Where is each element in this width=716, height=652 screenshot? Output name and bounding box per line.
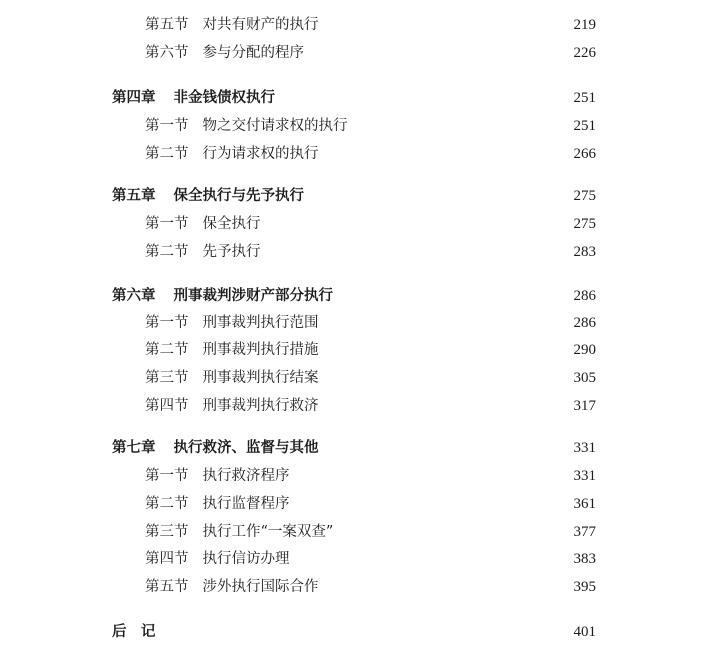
toc-entry-page: 305 (573, 370, 596, 386)
toc-entry-section[interactable] (145, 366, 596, 390)
toc-entry-page: 377 (573, 524, 596, 540)
toc-entry-title: 行为请求权的执行 (202, 146, 319, 162)
toc-entry-number: 第一节 (145, 118, 189, 134)
dot-leader (263, 240, 566, 264)
toc-entry-number: 后 记 (112, 623, 156, 640)
toc-entry-section[interactable] (145, 575, 596, 599)
toc-entry-title: 执行监督程序 (202, 496, 290, 512)
toc-entry-number: 第三节 (145, 524, 189, 540)
dot-leader (292, 464, 566, 488)
toc-entry-page: 401 (573, 624, 596, 640)
toc-entry-number: 第二节 (145, 496, 189, 512)
dot-leader (321, 394, 566, 418)
toc-entry-title: 执行工作“一案双查” (202, 524, 334, 540)
dot-leader (335, 520, 565, 544)
toc-entry-page: 290 (573, 342, 596, 358)
toc-entry-title: 刑事裁判执行救济 (202, 398, 319, 414)
toc-entry-page: 251 (573, 118, 596, 134)
toc-entry-section[interactable] (145, 338, 596, 362)
toc-entry-title: 对共有财产的执行 (202, 17, 319, 33)
toc-entry-number: 第六节 (145, 45, 189, 61)
toc-entry-title: 执行救济程序 (202, 468, 290, 484)
toc-entry-number: 第一节 (145, 315, 189, 331)
toc-entry-number: 第五节 (145, 579, 189, 595)
toc-entry-number: 第四节 (145, 398, 189, 414)
toc-entry-title: 保全执行 (202, 216, 261, 232)
toc-entry-title: 刑事裁判执行范围 (202, 315, 319, 331)
toc-entry-page: 286 (573, 288, 596, 304)
toc-entry-title: 涉外执行国际合作 (202, 579, 319, 595)
toc-entry-page: 275 (573, 216, 596, 232)
toc-entry-title: 保全执行与先予执行 (173, 187, 304, 204)
toc-entry-title: 执行救济、监督与其他 (173, 439, 319, 456)
toc-entry-title: 物之交付请求权的执行 (202, 118, 348, 134)
toc-entry-number: 第六章 (112, 287, 156, 304)
dot-leader (306, 41, 565, 65)
toc-entry-page: 226 (573, 45, 596, 61)
toc-entry-number: 第三节 (145, 370, 189, 386)
toc-entry-chapter[interactable] (112, 184, 596, 208)
toc-entry-title: 非金钱债权执行 (173, 89, 275, 106)
dot-leader (321, 13, 566, 37)
dot-leader (292, 492, 566, 516)
toc-entry-section[interactable] (145, 13, 596, 37)
toc-entry-number: 第四章 (112, 89, 156, 106)
toc-entry-page: 317 (573, 398, 596, 414)
dot-leader (277, 86, 565, 110)
toc-entry-section[interactable] (145, 212, 596, 236)
toc-entry-page: 361 (573, 496, 596, 512)
toc-entry-section[interactable] (145, 114, 596, 138)
toc-entry-title: 刑事裁判涉财产部分执行 (173, 287, 333, 304)
toc-entry-number: 第二节 (145, 244, 189, 260)
toc-entry-title: 先予执行 (202, 244, 261, 260)
toc-entry-section[interactable] (145, 394, 596, 418)
toc-entry-page: 383 (573, 551, 596, 567)
dot-leader (263, 212, 566, 236)
toc-entry-section[interactable] (145, 492, 596, 516)
dot-leader (321, 311, 566, 335)
toc-entry-chapter[interactable] (112, 86, 596, 110)
toc-entry-section[interactable] (145, 240, 596, 264)
dot-leader (321, 142, 566, 166)
toc-entry-number: 第五节 (145, 17, 189, 33)
dot-leader (350, 114, 566, 138)
toc-entry-title: 参与分配的程序 (202, 45, 304, 61)
toc-entry-number: 第七章 (112, 439, 156, 456)
toc-entry-number: 第二节 (145, 342, 189, 358)
toc-entry-section[interactable] (145, 41, 596, 65)
toc-entry-number: 第五章 (112, 187, 156, 204)
toc-entry-number: 第四节 (145, 551, 189, 567)
dot-leader (292, 547, 566, 571)
toc-entry-page: 275 (573, 188, 596, 204)
toc-entry-number: 第一节 (145, 468, 189, 484)
dot-leader (335, 284, 565, 308)
toc-entry-section[interactable] (145, 547, 596, 571)
toc-entry-page: 331 (573, 440, 596, 456)
dot-leader (321, 338, 566, 362)
toc-entry-section[interactable] (145, 142, 596, 166)
toc-entry-page: 283 (573, 244, 596, 260)
toc-entry-page: 266 (573, 146, 596, 162)
toc-entry-title: 刑事裁判执行措施 (202, 342, 319, 358)
toc-entry-page: 286 (573, 315, 596, 331)
dot-leader (321, 575, 566, 599)
toc-entry-page: 251 (573, 90, 596, 106)
toc-entry-number: 第一节 (145, 216, 189, 232)
toc-entry-number: 第二节 (145, 146, 189, 162)
toc-entry-section[interactable] (145, 464, 596, 488)
toc-entry-page: 331 (573, 468, 596, 484)
toc-entry-page: 219 (573, 17, 596, 33)
dot-leader (321, 366, 566, 390)
toc-entry-section[interactable] (145, 311, 596, 335)
toc-entry-afterword[interactable] (112, 620, 596, 644)
toc-entry-section[interactable] (145, 520, 596, 544)
dot-leader (321, 436, 566, 460)
dot-leader (162, 620, 566, 644)
toc-entry-title: 执行信访办理 (202, 551, 290, 567)
toc-entry-chapter[interactable] (112, 284, 596, 308)
toc-entry-page: 395 (573, 579, 596, 595)
toc-entry-title: 刑事裁判执行结案 (202, 370, 319, 386)
dot-leader (306, 184, 565, 208)
toc-entry-chapter[interactable] (112, 436, 596, 460)
